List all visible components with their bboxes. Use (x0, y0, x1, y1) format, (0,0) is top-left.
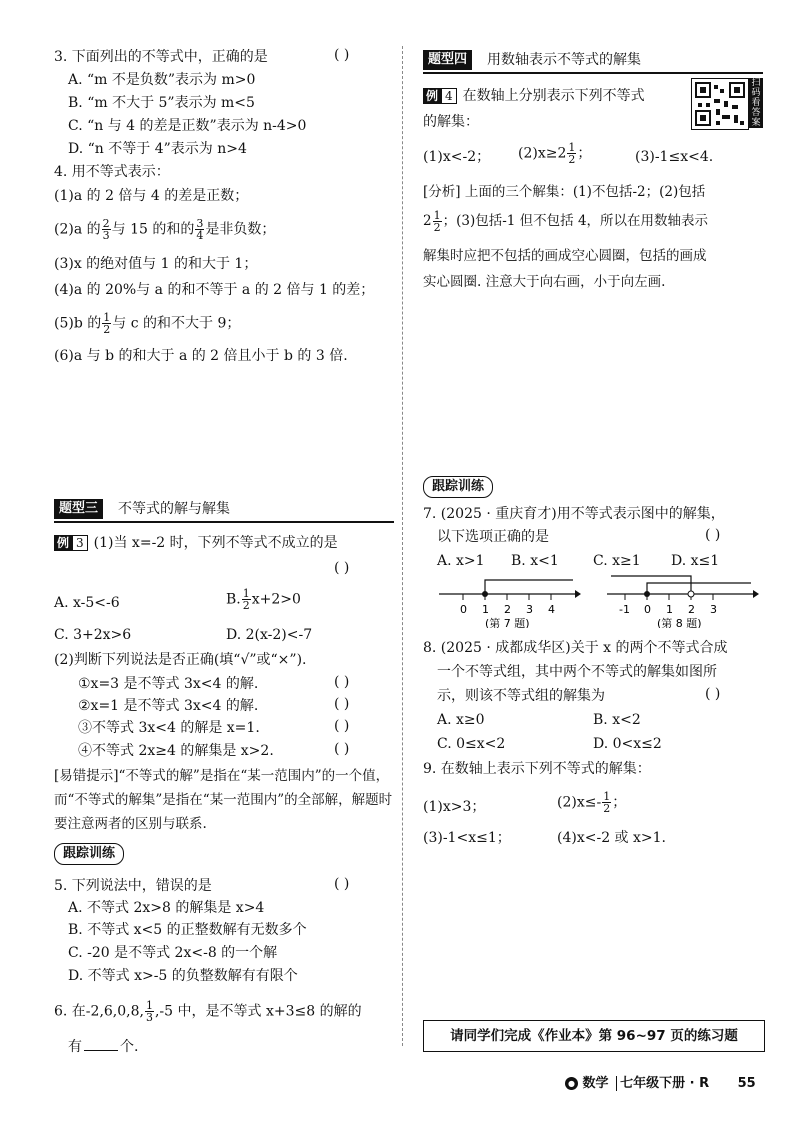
ex3-judge-3: ③不等式 3x<4 的解是 x=1. (78, 720, 260, 736)
footer-subject: 数学 (582, 1076, 609, 1091)
svg-text:1: 1 (482, 603, 489, 616)
q9-part-2: (2)x≤- $\frac{1}{2}$ ； (557, 790, 627, 815)
q3-option-c: C. “n 与 4 的差是正数”表示为 n-4>0 (68, 118, 307, 134)
q3-option-a: A. “m 不是负数”表示为 m>0 (68, 72, 256, 88)
svg-text:(第 7 题): (第 7 题) (485, 617, 530, 628)
q9-part-1: (1)x>3； (423, 799, 486, 815)
q6-answer-blank[interactable] (84, 1036, 118, 1051)
ex4-stem-line-1: 例 4 在数轴上分别表示下列不等式 (423, 86, 645, 106)
svg-text:4: 4 (548, 603, 555, 616)
page-number: 55 (737, 1076, 756, 1091)
example-number: 3 (72, 535, 88, 551)
q7-answer-paren: ( ) (705, 527, 721, 543)
fraction: $\frac{1}{2}$ (603, 790, 611, 815)
q4-item-3: (3)x 的绝对值与 1 的和大于 1； (54, 256, 258, 272)
q4-stem: 4. 用不等式表示： (54, 164, 170, 180)
q8-option-c: C. 0≤x<2 (437, 736, 506, 752)
ex3-judge-1: ①x=3 是不等式 3x<4 的解. (78, 676, 259, 692)
judge-paren: ( ) (334, 718, 350, 734)
svg-text:3: 3 (710, 603, 717, 616)
judge-paren: ( ) (334, 674, 350, 690)
q4-item-1: (1)a 的 2 倍与 4 的差是正数； (54, 188, 249, 204)
fraction: $\frac{1}{2}$ (242, 587, 250, 612)
q4-item-6: (6)a 与 b 的和大于 a 的 2 倍且小于 b 的 3 倍. (54, 348, 348, 364)
analysis-line-3: 解集时应把不包括的画成空心圆圈，包括的画成 (423, 248, 707, 264)
section-title: 用数轴表示不等式的解集 (487, 52, 641, 68)
svg-text:0: 0 (460, 603, 467, 616)
svg-text:-1: -1 (619, 603, 630, 616)
ex3-option-a: A. x-5<-6 (54, 595, 120, 611)
ex3-stem-line: 例 3 (1)当 x=-2 时，下列不等式不成立的是 (54, 533, 338, 553)
q7-line-2: 以下选项正确的是 (437, 529, 549, 545)
follow-up-badge: 跟踪训练 (54, 843, 124, 865)
judge-paren: ( ) (334, 741, 350, 757)
q4-item-4: (4)a 的 20%与 a 的和不等于 a 的 2 倍与 1 的差； (54, 282, 375, 298)
page-footer (565, 1072, 756, 1091)
ex3-judge-4: ④不等式 2x≥4 的解集是 x>2. (78, 743, 274, 759)
q3-answer-paren: ( ) (334, 47, 350, 63)
q8-answer-paren: ( ) (705, 686, 721, 702)
q7-option-d: D. x≤1 (671, 553, 720, 569)
q4-item-2: (2)a 的 $\frac{2}{3}$ 与 15 的和的 $\frac{3}{4}$ 是非负数； (54, 217, 276, 242)
q7-option-a: A. x>1 (437, 553, 485, 569)
section-tag: 题型四 (423, 50, 472, 70)
q5-option-b: B. 不等式 x<5 的正整数解有无数多个 (68, 922, 307, 938)
section-title: 不等式的解与解集 (118, 501, 230, 517)
svg-text:2: 2 (504, 603, 511, 616)
q9-part-4: (4)x<-2 或 x>1. (557, 830, 666, 846)
fraction: $\frac{3}{4}$ (196, 217, 204, 242)
ex4-part-3: (3)-1≤x<4. (635, 149, 714, 165)
section-header-3 (54, 499, 394, 523)
q8-line-1: 8. (2025 · 成都成华区)关于 x 的两个不等式合成 (423, 640, 728, 656)
fraction: $\frac{1}{2}$ (103, 311, 111, 336)
analysis-line-4: 实心圆圈. 注意大于向右画，小于向左画. (423, 274, 666, 290)
fraction: $\frac{1}{2}$ (568, 141, 576, 166)
fraction: $\frac{1}{3}$ (145, 999, 153, 1024)
q8-line-2: 一个不等式组，其中两个不等式的解集如图所 (437, 664, 717, 680)
svg-text:2: 2 (688, 603, 695, 616)
example-number: 4 (441, 88, 457, 104)
ex4-part-1: (1)x<-2； (423, 149, 491, 165)
q3-option-b: B. “m 不大于 5”表示为 m<5 (68, 95, 255, 111)
ex3-option-b: B. $\frac{1}{2}$ x+2>0 (226, 587, 301, 612)
section-tag: 题型三 (54, 499, 103, 519)
q8-number-line (603, 572, 763, 628)
q5-stem: 5. 下列说法中，错误的是 (54, 878, 212, 894)
q5-option-c: C. -20 是不等式 2x<-8 的一个解 (68, 945, 278, 961)
q5-option-a: A. 不等式 2x>8 的解集是 x>4 (68, 900, 265, 916)
q8-option-a: A. x≥0 (437, 712, 485, 728)
q7-line-1: 7. (2025 · 重庆育才)用不等式表示图中的解集， (423, 506, 725, 522)
judge-paren: ( ) (334, 696, 350, 712)
q9-part-3: (3)-1<x≤1； (423, 830, 511, 846)
q8-option-b: B. x<2 (593, 712, 641, 728)
q6-line-1: 6. 在-2,6,0,8, $\frac{1}{3}$ ,-5 中，是不等式 x+3≤8 的解的 (54, 999, 362, 1024)
q3-stem: 3. 下面列出的不等式中，正确的是 (54, 49, 268, 65)
ex3-option-c: C. 3+2x>6 (54, 627, 132, 643)
ex4-part-2: (2)x≥2 $\frac{1}{2}$ ； (518, 141, 592, 166)
analysis-line-2: 2 $\frac{1}{2}$ ；(3)包括-1 但不包括 4，所以在用数轴表示 (423, 209, 709, 234)
svg-text:0: 0 (644, 603, 651, 616)
svg-text:(第 8 题): (第 8 题) (657, 617, 702, 628)
ex3-part-2: (2)判断下列说法是否正确(填“√”或“×”). (54, 652, 307, 668)
qr-code-icon[interactable] (691, 78, 749, 130)
follow-up-badge: 跟踪训练 (423, 476, 493, 498)
ex3-option-d: D. 2(x-2)<-7 (226, 627, 313, 643)
analysis-line-1: [分析] 上面的三个解集：(1)不包括-2；(2)包括 (423, 184, 706, 200)
svg-text:1: 1 (666, 603, 673, 616)
footer-grade: 七年级下册 · R (620, 1076, 710, 1091)
example-label: 例 (54, 535, 72, 551)
q9-stem: 9. 在数轴上表示下列不等式的解集： (423, 761, 651, 777)
q5-answer-paren: ( ) (334, 876, 350, 892)
q8-line-3: 示，则该不等式组的解集为 (437, 688, 605, 704)
fraction: $\frac{1}{2}$ (433, 209, 441, 234)
q3-option-d: D. “n 不等于 4”表示为 n>4 (68, 141, 247, 157)
subject-icon: ● (565, 1077, 578, 1090)
example-label: 例 (423, 88, 441, 104)
q7-number-line (433, 572, 583, 628)
q5-option-d: D. 不等式 x>-5 的负整数解有有限个 (68, 968, 298, 984)
ex3-judge-2: ②x=1 是不等式 3x<4 的解. (78, 698, 259, 714)
q7-option-c: C. x≥1 (593, 553, 641, 569)
column-divider (402, 46, 403, 1046)
q8-option-d: D. 0<x≤2 (593, 736, 662, 752)
ex4-stem-line-2: 的解集： (423, 114, 479, 130)
homework-box: 请同学们完成《作业本》第 96~97 页的练习题 (423, 1020, 765, 1052)
q6-line-2: 有 个. (68, 1036, 138, 1057)
section-header-4 (423, 50, 763, 74)
qr-caption: 扫码看答案 (749, 78, 763, 128)
fraction: $\frac{2}{3}$ (102, 217, 110, 242)
q7-option-b: B. x<1 (511, 553, 559, 569)
svg-text:3: 3 (526, 603, 533, 616)
q4-item-5: (5)b 的 $\frac{1}{2}$ 与 c 的和不大于 9； (54, 311, 241, 336)
ex3-answer-paren: ( ) (334, 560, 350, 576)
error-tip: [易错提示]“不等式的解”是指在“某一范围内”的一个值，而“不等式的解集”是指在“某一范围内”的全部解，解题时要注意两者的区别与联系. (54, 768, 393, 832)
